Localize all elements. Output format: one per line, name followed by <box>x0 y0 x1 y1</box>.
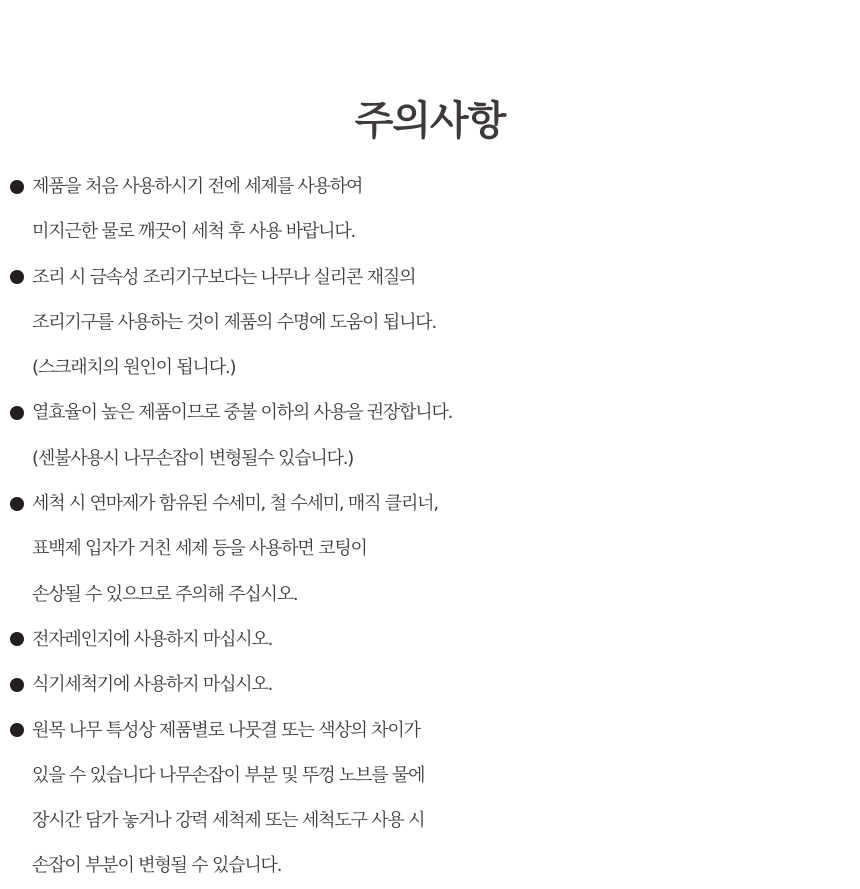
bullet-dot-icon <box>10 723 24 737</box>
caution-item <box>8 708 860 889</box>
caution-text-line: 표백제 입자가 거친 세제 등을 사용하면 코팅이 <box>32 538 367 560</box>
caution-text-line: 있을 수 있습니다 나무손잡이 부분 및 뚜껑 노브를 물에 <box>32 764 425 786</box>
page-title: 주의사항 <box>354 97 506 144</box>
bullet-dot-icon <box>10 678 24 692</box>
caution-item <box>8 662 860 707</box>
caution-list <box>8 164 860 889</box>
caution-item <box>8 164 860 255</box>
caution-item <box>8 617 860 662</box>
caution-text-line: 조리 시 금속성 조리기구보다는 나무나 실리콘 재질의 <box>32 266 416 288</box>
bullet-dot-icon <box>10 270 24 284</box>
caution-item <box>8 255 860 391</box>
bullet-dot-icon <box>10 180 24 194</box>
caution-text-line: 세척 시 연마제가 함유된 수세미, 철 수세미, 매직 클리너, <box>32 493 438 515</box>
caution-text-line: (스크래치의 원인이 됩니다.) <box>32 357 236 379</box>
bullet-dot-icon <box>10 497 24 511</box>
caution-text-line: (센불사용시 나무손잡이 변형될수 있습니다.) <box>32 447 354 469</box>
caution-text-line: 손잡이 부분이 변형될 수 있습니다. <box>32 855 282 877</box>
bullet-dot-icon <box>10 632 24 646</box>
caution-text-line: 장시간 담가 놓거나 강력 세척제 또는 세척도구 사용 시 <box>32 810 425 832</box>
caution-text-line: 식기세척기에 사용하지 마십시오. <box>32 674 273 696</box>
caution-text-line: 열효율이 높은 제품이므로 중불 이하의 사용을 권장합니다. <box>32 402 453 424</box>
caution-text-line: 원목 나무 특성상 제품별로 나뭇결 또는 색상의 차이가 <box>32 719 420 741</box>
caution-text-line: 제품을 처음 사용하시기 전에 세제를 사용하여 <box>32 176 363 197</box>
caution-text-line: 손상될 수 있으므로 주의해 주십시오. <box>32 583 298 605</box>
caution-text-line: 조리기구를 사용하는 것이 제품의 수명에 도움이 됩니다. <box>32 311 436 333</box>
caution-item <box>8 390 860 481</box>
bullet-dot-icon <box>10 406 24 420</box>
caution-item <box>8 481 860 617</box>
caution-text-line: 미지근한 물로 깨끗이 세척 후 사용 바랍니다. <box>32 221 356 243</box>
caution-text-line: 전자레인지에 사용하지 마십시오. <box>32 628 273 650</box>
